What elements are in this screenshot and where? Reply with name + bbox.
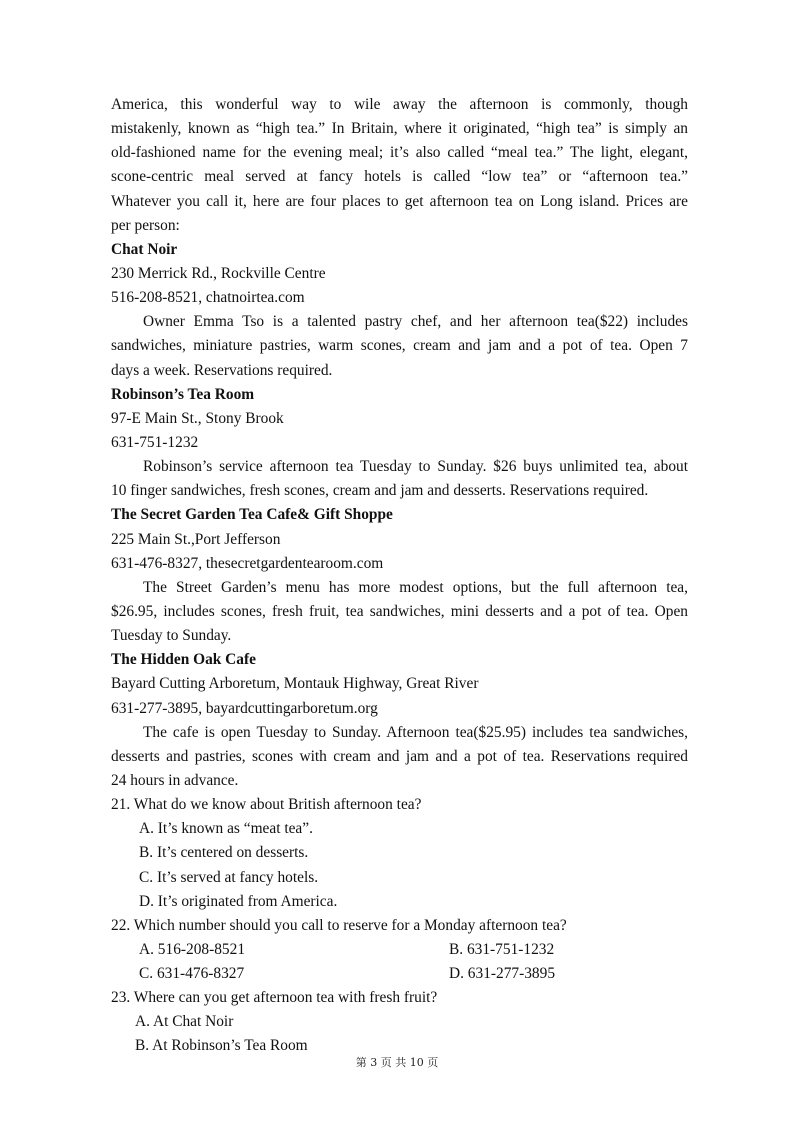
page-footer: 第 3 页 共 10 页 xyxy=(355,1056,439,1069)
place-address: 97-E Main St., Stony Brook xyxy=(111,409,284,427)
reading-passage xyxy=(111,93,688,1059)
place-contact: 516-208-8521, chatnoirtea.com xyxy=(111,289,305,307)
place-contact: 631-476-8327, thesecretgardentearoom.com xyxy=(111,554,384,572)
place-description-line: sandwiches, miniature pastries, warm scones, cream and jam and a pot of tea. Open 7 xyxy=(111,337,688,355)
place-contact: 631-751-1232 xyxy=(111,433,199,451)
place-description-line: Tuesday to Sunday. xyxy=(111,627,232,645)
question-23-stem: 23. Where can you get afternoon tea with fresh fruit? xyxy=(111,989,438,1007)
question-22-options-row xyxy=(111,962,688,986)
question-22-stem: 22. Which number should you call to reserve for a Monday afternoon tea? xyxy=(111,916,567,934)
question-21-option-a: A. It’s known as “meat tea”. xyxy=(139,820,313,838)
place-name-chat-noir: Chat Noir xyxy=(111,240,178,258)
place-address: Bayard Cutting Arboretum, Montauk Highway, Great River xyxy=(111,675,479,693)
place-description-line: $26.95, includes scones, fresh fruit, tea sandwiches, mini desserts and a pot of tea. Open xyxy=(111,602,688,620)
place-name-secret-garden: The Secret Garden Tea Cafe& Gift Shoppe xyxy=(111,506,393,524)
place-name-robinsons: Robinson’s Tea Room xyxy=(111,385,255,403)
question-23-option-b: B. At Robinson’s Tea Room xyxy=(135,1037,308,1055)
intro-line: America, this wonderful way to wile away the afternoon is commonly, though xyxy=(111,96,688,113)
place-name-hidden-oak: The Hidden Oak Cafe xyxy=(111,651,256,669)
question-23-option-a: A. At Chat Noir xyxy=(135,1013,234,1031)
question-21-option-d: D. It’s originated from America. xyxy=(139,892,338,910)
place-address: 230 Merrick Rd., Rockville Centre xyxy=(111,264,326,282)
place-address: 225 Main St.,Port Jefferson xyxy=(111,530,281,548)
question-21-option-b: B. It’s centered on desserts. xyxy=(139,844,309,862)
place-description-line: Robinson’s service afternoon tea Tuesday to Sunday. $26 buys unlimited tea, about xyxy=(143,458,688,476)
place-description-line: days a week. Reservations required. xyxy=(111,361,333,379)
intro-line: mistakenly, known as “high tea.” In Britain, where it originated, “high tea” is simply an xyxy=(111,120,688,138)
place-description-line: The cafe is open Tuesday to Sunday. Afternoon tea($25.95) includes tea sandwiches, xyxy=(143,723,688,741)
question-22-option-d: D. 631-277-3895 xyxy=(449,965,556,983)
question-21-stem: 21. What do we know about British afternoon tea? xyxy=(111,796,422,814)
place-contact: 631-277-3895, bayardcuttingarboretum.org xyxy=(111,699,378,717)
question-22-option-a: A. 516-208-8521 xyxy=(139,940,246,958)
intro-line: Whatever you call it, here are four places to get afternoon tea on Long island. Prices are xyxy=(111,192,688,210)
question-22-option-b: B. 631-751-1232 xyxy=(449,940,555,958)
question-22-option-c: C. 631-476-8327 xyxy=(139,965,245,983)
place-description-line: The Street Garden’s menu has more modest options, but the full afternoon tea, xyxy=(143,578,688,596)
place-description-line: 10 finger sandwiches, fresh scones, cream and jam and desserts. Reservations required. xyxy=(111,482,649,500)
place-description-line: 24 hours in advance. xyxy=(111,771,239,789)
intro-line: per person: xyxy=(111,216,180,234)
question-22-options-row xyxy=(111,938,688,962)
intro-line: old-fashioned name for the evening meal; it’s also called “meal tea.” The light, elegant, xyxy=(111,144,688,162)
place-description-line: desserts and pastries, scones with cream and jam and a pot of tea. Reservations required xyxy=(111,747,688,765)
place-description-line: Owner Emma Tso is a talented pastry chef, and her afternoon tea($22) includes xyxy=(143,313,688,331)
question-21-option-c: C. It’s served at fancy hotels. xyxy=(139,868,319,886)
intro-line: scone-centric meal served at fancy hotels is called “low tea” or “afternoon tea.” xyxy=(111,168,688,186)
